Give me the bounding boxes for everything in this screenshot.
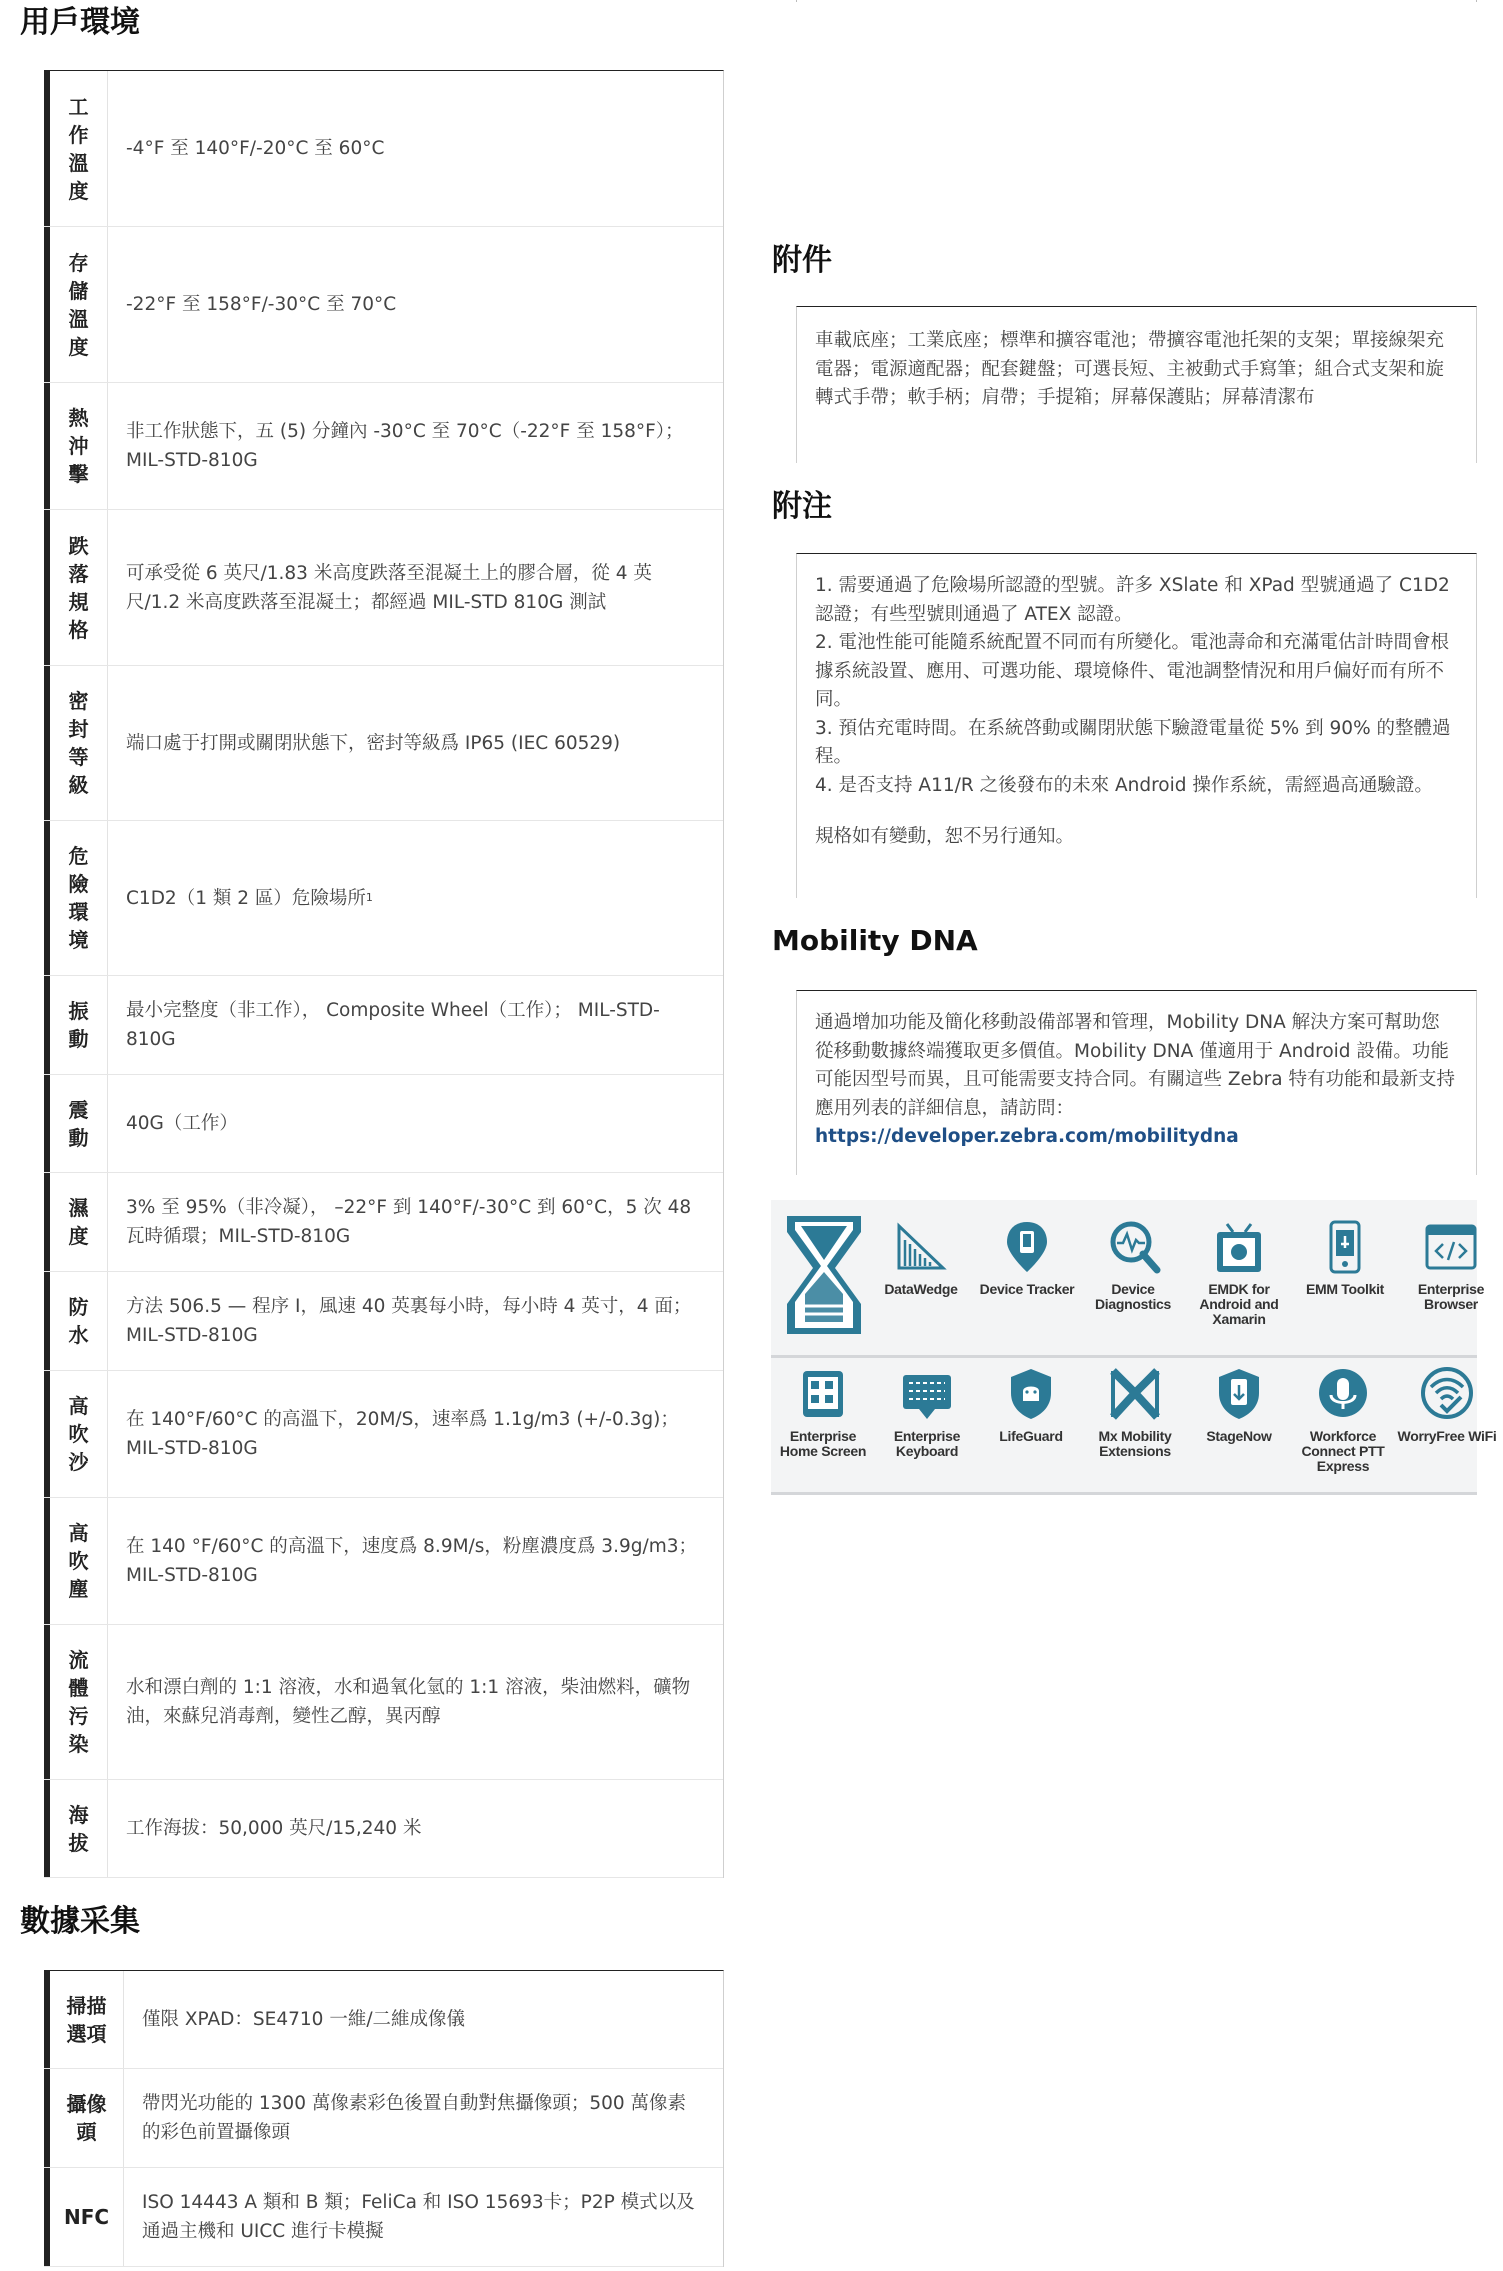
- top-rule: [1476, 0, 1477, 2]
- row-value: 可承受從 6 英尺/1.83 米高度跌落至混凝土上的膠合層，從 4 英尺/1.2 米高度跌落至混凝土；都經過 MIL-STD 810G 測試: [126, 562, 652, 613]
- top-rule: [796, 0, 797, 2]
- app-enterprise-home-screen[interactable]: Enterprise Home Screen: [771, 1365, 875, 1459]
- row-value: 端口處于打開或關閉狀態下，密封等級爲 IP65 (IEC 60529): [126, 732, 621, 754]
- table-row: [44, 71, 723, 227]
- row-value: 40G（工作）: [126, 1113, 238, 1134]
- row-label: 高吹塵: [44, 1498, 108, 1624]
- disclaimer: 規格如有變動，恕不另行通知。: [815, 826, 1075, 847]
- table-row: [44, 1371, 723, 1498]
- table-row: [44, 227, 723, 383]
- row-label: 存儲溫度: [44, 227, 108, 382]
- app-enterprise-browser[interactable]: Enterprise Browser: [1399, 1218, 1503, 1312]
- mobility-dna-helix-icon: [781, 1210, 867, 1340]
- row-label: NFC: [44, 2168, 124, 2266]
- workforce-connect-ptt-icon: [1315, 1365, 1371, 1423]
- mobility-dna-apps-grid: [771, 1200, 1497, 1495]
- row-value: 水和漂白劑的 1:1 溶液，水和過氧化氫的 1:1 溶液，柴油燃料，礦物油，來蘇兒消毒劑，變性乙醇，異丙醇: [126, 1677, 691, 1727]
- table-row: [44, 1272, 723, 1371]
- row-value: 3% 至 95%（非冷凝）， –22°F 到 140°F/-30°C 到 60°C，5 次 48 瓦時循環；MIL-STD-810G: [126, 1197, 692, 1247]
- device-tracker-icon: [999, 1218, 1055, 1276]
- notes-box: [796, 553, 1477, 898]
- table-row: [44, 1173, 723, 1272]
- app-emdk[interactable]: EMDK for Android and Xamarin: [1187, 1218, 1291, 1327]
- table-row: [44, 383, 723, 510]
- enterprise-browser-icon: [1423, 1218, 1479, 1276]
- row-label: 掃描選項: [44, 1971, 124, 2068]
- note-item: 2. 電池性能可能隨系統配置不同而有所變化。電池壽命和充滿電估計時間會根據系統設置、應用、可選功能、環境條件、電池調整情況和用戶偏好而有所不同。: [815, 632, 1450, 710]
- user-environment-table: [44, 70, 724, 1878]
- section-title-user-environment: 用戶環境: [20, 5, 140, 40]
- row-label: 危險環境: [44, 821, 108, 975]
- app-device-tracker[interactable]: Device Tracker: [975, 1218, 1079, 1297]
- table-row: [44, 1075, 723, 1173]
- row-value: 在 140 °F/60°C 的高溫下，速度爲 8.9M/s，粉塵濃度爲 3.9g/m3；MIL-STD-810G: [126, 1536, 697, 1586]
- section-title-mobility-dna: Mobility DNA: [772, 924, 978, 957]
- app-worryfree-wifi[interactable]: WorryFree WiFi: [1395, 1365, 1499, 1444]
- row-label: 濕度: [44, 1173, 108, 1271]
- app-device-diagnostics[interactable]: Device Diagnostics: [1081, 1218, 1185, 1312]
- datawedge-icon: [893, 1218, 949, 1276]
- row-label: 攝像頭: [44, 2069, 124, 2167]
- app-workforce-connect-ptt-express[interactable]: Workforce Connect PTT Express: [1291, 1365, 1395, 1474]
- table-row: [44, 821, 723, 976]
- enterprise-keyboard-icon: [899, 1365, 955, 1423]
- app-emm-toolkit[interactable]: EMM Toolkit: [1293, 1218, 1397, 1297]
- stagenow-icon: [1211, 1365, 1267, 1423]
- emm-toolkit-icon: [1317, 1218, 1373, 1276]
- table-row: [44, 2069, 723, 2168]
- section-title-notes: 附注: [772, 489, 832, 524]
- device-diagnostics-icon: [1105, 1218, 1161, 1276]
- row-value: C1D2（1 類 2 區）危險場所 1: [126, 887, 373, 909]
- table-row: [44, 1498, 723, 1625]
- table-row: [44, 666, 723, 821]
- row-label: 熱沖擊: [44, 383, 108, 509]
- row-value: 非工作狀態下，五 (5) 分鐘內 -30°C 至 70°C（-22°F 至 158°F）； MIL-STD-810G: [126, 421, 684, 471]
- app-datawedge[interactable]: DataWedge: [869, 1218, 973, 1297]
- row-label: 震動: [44, 1075, 108, 1172]
- table-row: [44, 1625, 723, 1780]
- table-row: [44, 1971, 723, 2069]
- app-mx-mobility-extensions[interactable]: Mx Mobility Extensions: [1083, 1365, 1187, 1459]
- section-title-data-capture: 數據采集: [20, 1904, 140, 1939]
- note-item: 3. 預估充電時間。在系統啓動或關閉狀態下驗證電量從 5% 到 90% 的整體過程。: [815, 717, 1451, 767]
- mobility-dna-box: [796, 990, 1477, 1175]
- app-stagenow[interactable]: StageNow: [1187, 1365, 1291, 1444]
- row-label: 密封等級: [44, 666, 108, 820]
- row-value: 方法 506.5 — 程序 I，風速 40 英裏每小時，每小時 4 英寸，4 面；MIL-STD-810G: [126, 1296, 692, 1346]
- table-row: [44, 510, 723, 666]
- app-enterprise-keyboard[interactable]: Enterprise Keyboard: [875, 1365, 979, 1459]
- table-row: [44, 976, 723, 1075]
- row-value: 最小完整度（非工作）， Composite Wheel（工作）； MIL-STD-810G: [126, 1000, 660, 1050]
- mobility-dna-link[interactable]: https://developer.zebra.com/mobilitydna: [815, 1126, 1239, 1147]
- note-item: 4. 是否支持 A11/R 之後發布的未來 Android 操作系統，需經過高通驗證。: [815, 774, 1433, 796]
- lifeguard-icon: [1003, 1365, 1059, 1423]
- section-title-accessories: 附件: [772, 243, 832, 278]
- row-label: 跌落規格: [44, 510, 108, 665]
- row-value: 僅限 XPAD：SE4710 一維/二維成像儀: [142, 2009, 466, 2030]
- worryfree-wifi-icon: [1419, 1365, 1475, 1423]
- row-label: 海拔: [44, 1780, 108, 1877]
- note-item: 1. 需要通過了危險場所認證的型號。許多 XSlate 和 XPad 型號通過了 C1D2 認證；有些型號則通過了 ATEX 認證。: [815, 575, 1450, 625]
- row-value: 帶閃光功能的 1300 萬像素彩色後置自動對焦攝像頭；500 萬像素的彩色前置攝像頭: [142, 2093, 687, 2143]
- row-value: -4°F 至 140°F/-20°C 至 60°C: [126, 138, 385, 159]
- row-label: 工作溫度: [44, 71, 108, 226]
- mobility-dna-text: 通過增加功能及簡化移動設備部署和管理，Mobility DNA 解決方案可幫助您從移動數據終端獲取更多價值。Mobility DNA 僅適用于 Android 設備。功能可能因型号而異，且可能需要支持合同。有關這些 Zebra 特有功能和最新支持應用列表的詳細信息，請訪問： https://developer.zebra.com/mobilitydna: [815, 1012, 1456, 1147]
- row-value: -22°F 至 158°F/-30°C 至 70°C: [126, 294, 397, 315]
- row-label: 流體污染: [44, 1625, 108, 1779]
- row-label: 防水: [44, 1272, 108, 1370]
- app-lifeguard[interactable]: LifeGuard: [979, 1365, 1083, 1444]
- row-label: 高吹沙: [44, 1371, 108, 1497]
- enterprise-home-screen-icon: [795, 1365, 851, 1423]
- accessories-text: 車載底座；工業底座；標準和擴容電池；帶擴容電池托架的支架；單接線架充電器；電源適配器；配套鍵盤；可選長短、主被動式手寫筆；組合式支架和旋轉式手帶；軟手柄；肩帶；手提箱；屏幕保護貼；屏幕清潔布: [815, 330, 1445, 408]
- accessories-box: [796, 306, 1477, 463]
- emdk-icon: [1211, 1218, 1267, 1276]
- data-capture-table: [44, 1970, 724, 2267]
- table-row: [44, 2168, 723, 2267]
- row-value: 在 140°F/60°C 的高溫下，20M/S，速率爲 1.1g/m3 (+/-0.3g)；MIL-STD-810G: [126, 1409, 679, 1459]
- row-value: 工作海拔：50,000 英尺/15,240 米: [126, 1818, 422, 1839]
- row-label: 振動: [44, 976, 108, 1074]
- table-row: [44, 1780, 723, 1878]
- row-value: ISO 14443 A 類和 B 類；FeliCa 和 ISO 15693卡；P2P 模式以及通過主機和 UICC 進行卡模擬: [142, 2192, 695, 2242]
- mx-mobility-extensions-icon: [1107, 1365, 1163, 1423]
